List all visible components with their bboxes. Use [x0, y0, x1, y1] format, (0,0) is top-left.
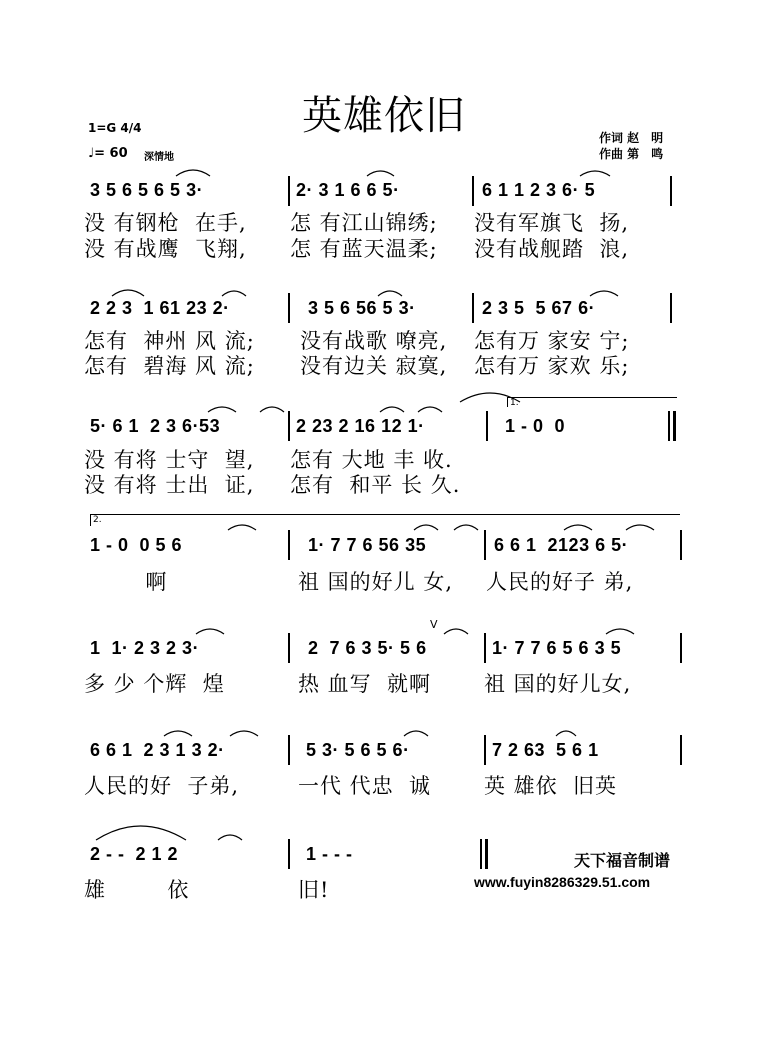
lyrics-row-5-v1b: 热 血写 就啊 [298, 672, 432, 696]
slur [176, 170, 210, 176]
notes-row-3-m1: 5· 6 1 2 3 6·53 [90, 416, 221, 436]
notes-row-7-m1: 2 - - 2 1 2 [90, 844, 179, 864]
song-title: 英雄依旧 [302, 93, 466, 139]
lyrics-row-2-v1c: 怎有万 家安 宁; [474, 329, 630, 353]
engraver-credit: 天下福音制谱 [574, 851, 671, 870]
slur [380, 407, 404, 412]
key-signature: 1=G 4/4 [88, 121, 142, 135]
slur [444, 629, 468, 634]
slur [564, 525, 592, 530]
lyrics-row-3-v2b: 怎有 和平 长 久. [290, 473, 461, 497]
lyrics-row-2-v1b: 没有战歌 嘹亮, [300, 329, 448, 353]
lyrics-row-1-v1: 没 有钢枪 在手, [84, 211, 247, 235]
notes-row-1-m2: 2· 3 1 6 6 5· [296, 180, 400, 200]
notes-row-6-m2: 5 3· 5 6 5 6· [306, 740, 410, 760]
lyrics-row-1-v2c: 没有战舰踏 浪, [474, 237, 630, 261]
lyrics-row-1-v2: 没 有战鹰 飞翔, [84, 237, 247, 261]
lyrics-row-5-v1: 多 少 个辉 煌 [84, 672, 225, 696]
slur [378, 291, 402, 296]
slur [590, 291, 618, 296]
notes-row-1-m3: 6 1 1 2 3 6· 5 [482, 180, 596, 200]
lyrics-row-7-v1b: 旧! [298, 878, 330, 902]
slur [96, 826, 186, 840]
lyrics-row-2-v2: 怎有 碧海 风 流; [84, 354, 255, 378]
slur [208, 407, 236, 412]
lyrics-row-6-v1b: 一代 代忠 诚 [298, 774, 432, 798]
slur [626, 525, 654, 530]
slur [418, 407, 442, 412]
slur [196, 629, 224, 634]
slur [404, 731, 428, 736]
tempo-marking: ♩= 60 [88, 146, 128, 161]
lyrics-row-4-v1: 啊 [84, 570, 168, 594]
lyrics-row-7-v1: 雄 依 [84, 878, 190, 902]
slur [367, 171, 394, 176]
notes-row-6-m1: 6 6 1 2 3 1 3 2· [90, 740, 225, 760]
composer-credit: 作曲 第 鸣 [599, 147, 664, 161]
slur [580, 171, 610, 176]
slur [606, 629, 634, 634]
slur [112, 290, 144, 296]
lyrics-row-5-v1c: 祖 国的好儿女, [484, 672, 632, 696]
slur [556, 731, 576, 736]
slur [228, 525, 256, 530]
notes-row-2-m2: 3 5 6 56 5 3· [308, 298, 416, 318]
notes-row-5-m1: 1 1· 2 3 2 3· [90, 638, 200, 658]
lyrics-row-2-v1: 怎有 神州 风 流; [84, 329, 255, 353]
notes-row-5-m2: 2 7 6 3 5· 5 6 [308, 638, 427, 658]
volta-1-label: 1. [510, 398, 519, 408]
slur [260, 407, 284, 412]
notes-row-3-m3: 1 - 0 0 [505, 416, 566, 436]
website-url: www.fuyin8286329.51.com [474, 874, 651, 890]
notes-row-5-m3: 1· 7 7 6 5 6 3 5 [492, 638, 622, 658]
lyrics-row-2-v2c: 怎有万 家欢 乐; [474, 354, 630, 378]
expression-marking: 深情地 [144, 152, 174, 163]
notes-row-1-m1: 3 5 6 5 6 5 3· [90, 180, 204, 200]
slur [230, 731, 258, 736]
lyrics-row-4-v1b: 祖 国的好儿 女, [298, 570, 454, 594]
slur [460, 393, 520, 402]
slur [218, 835, 242, 840]
notes-row-2-m3: 2 3 5 5 67 6· [482, 298, 596, 318]
lyricist-credit: 作词 赵 明 [599, 131, 664, 145]
slur [414, 525, 438, 530]
lyrics-row-1-v2b: 怎 有蓝天温柔; [290, 237, 438, 261]
volta-2-label: 2. [93, 515, 102, 525]
notes-row-4-m3: 6 6 1 2123 6 5· [494, 535, 629, 555]
slur [164, 731, 192, 736]
lyrics-row-4-v1c: 人民的好子 弟, [486, 570, 634, 594]
lyrics-row-3-v1b: 怎有 大地 丰 收. [290, 448, 453, 472]
slur [454, 525, 478, 530]
notes-row-6-m3: 7 2 63 5 6 1 [492, 740, 599, 760]
breath-mark: V [430, 618, 438, 631]
lyrics-row-1-v1b: 怎 有江山锦绣; [290, 211, 438, 235]
lyrics-row-2-v2b: 没有边关 寂寞, [300, 354, 448, 378]
lyrics-row-3-v1: 没 有将 士守 望, [84, 448, 255, 472]
lyrics-row-6-v1: 人民的好 子弟, [84, 774, 240, 798]
notes-row-4-m1: 1 - 0 0 5 6 [90, 535, 183, 555]
lyrics-row-1-v1c: 没有军旗飞 扬, [474, 211, 630, 235]
notes-row-7-m2: 1 - - - [306, 844, 353, 864]
lyrics-row-6-v1c: 英 雄依 旧英 [484, 774, 618, 798]
notes-row-4-m2: 1· 7 7 6 56 35 [308, 535, 427, 555]
notes-row-2-m1: 2 2 3 1 61 23 2· [90, 298, 230, 318]
lyrics-row-3-v2: 没 有将 士出 证, [84, 473, 255, 497]
slur [222, 291, 246, 296]
notes-row-3-m2: 2 23 2 16 12 1· [296, 416, 425, 436]
